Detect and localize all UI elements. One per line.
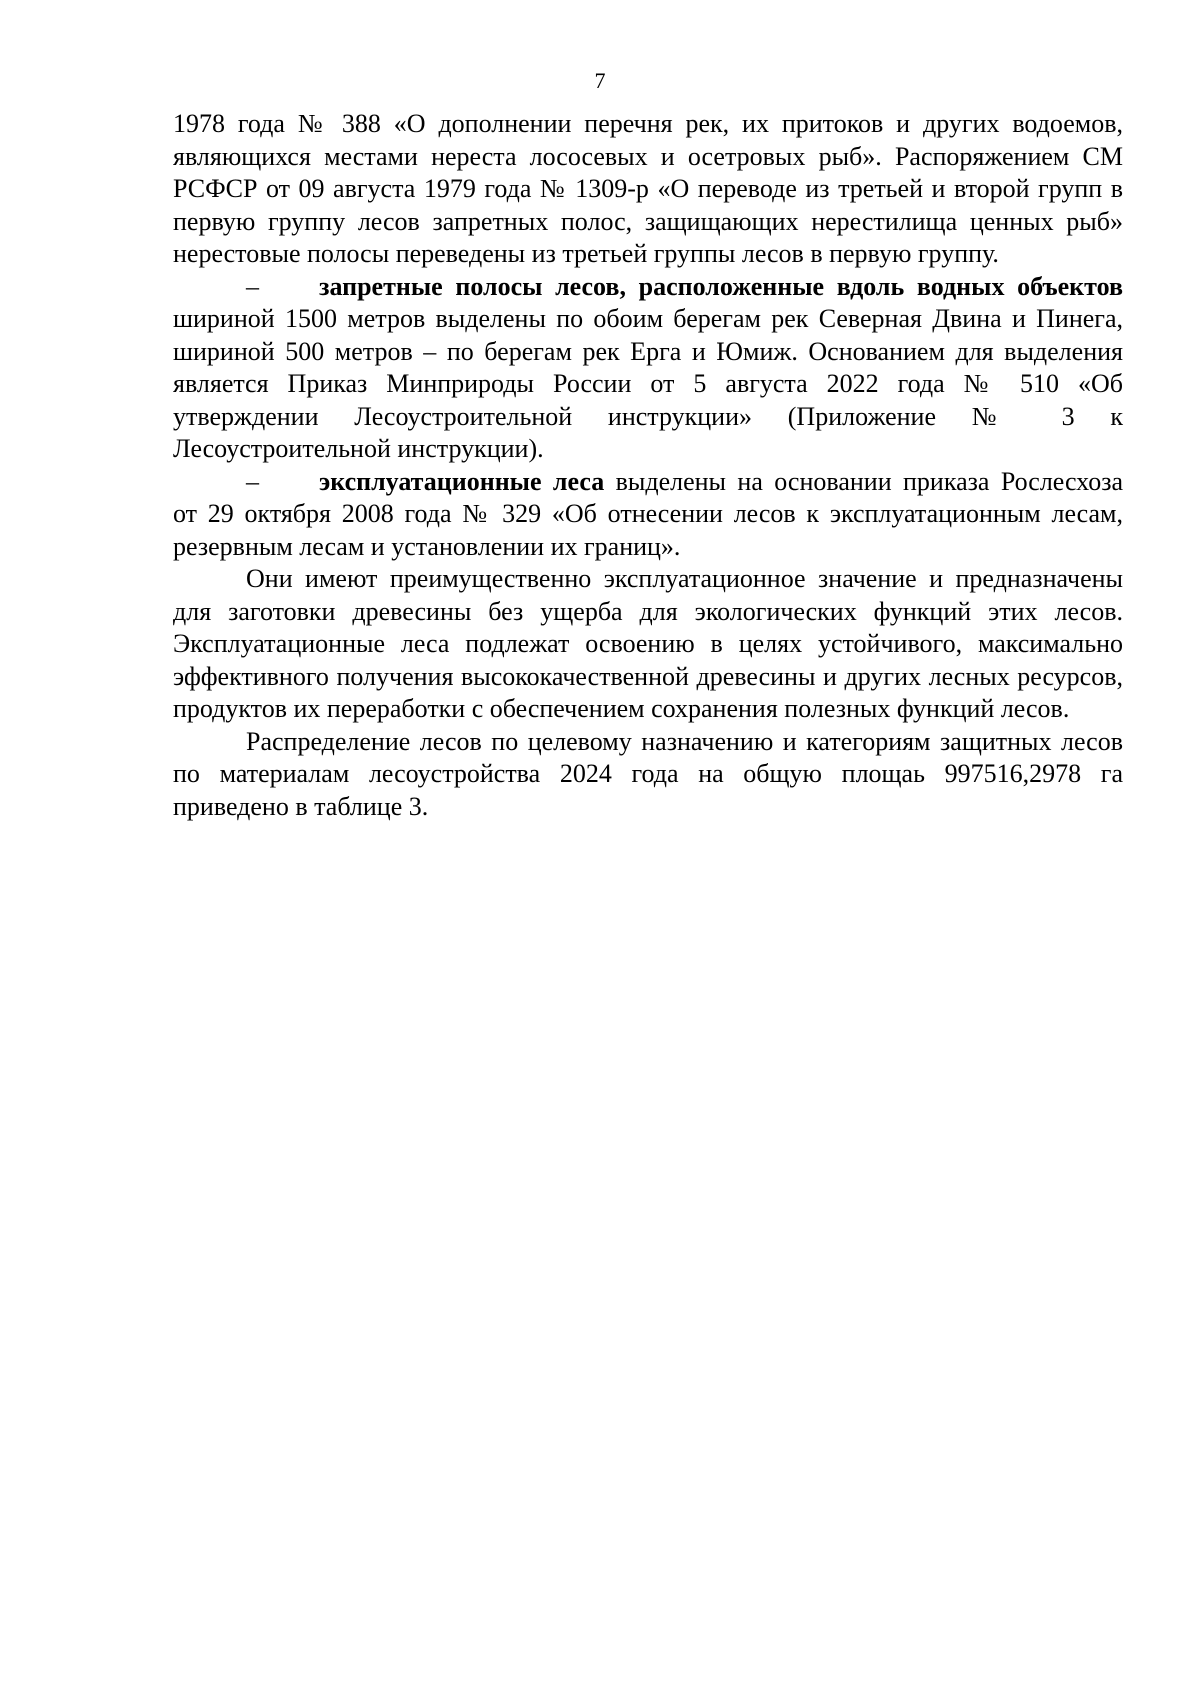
list-item-protective-strips [173,271,1123,466]
dash-marker: – [246,271,259,301]
paragraph-continuation: 1978 года № 388 «О дополнении перечня рек, их притоков и других водоемов, являющихся местами нереста лососевых и осетровых рыб». Распоряжением СМ РСФСР от 09 августа 1979 года № 1309-р «О переводе из третьей и второй групп в первую группу лесов запретных полос, защищающих нерестилища ценных рыб» нерестовые полосы переведены из третьей группы лесов в первую группу. [173,109,1123,268]
list-item-text: шириной 1500 метров выделены по обоим берегам рек Северная Двина и Пинега, шириной 500 метров – по берегам рек Ерга и Юмиж. Основанием для выделения является Приказ Минприроды России от 5 августа 2022 года № 510 «Об утверждении Лесоустроительной инструкции» (Приложение № 3 к Лесоустроительной инструкции). [173,304,1123,463]
paragraph-operational-purpose: Они имеют преимущественно эксплуатационное значение и предназначены для заготовки древесины без ущерба для экологических функций этих лесов. Эксплуатационные леса подлежат освоению в целях устойчивого, максимально эффективного получения высококачественной древесины и других лесных ресурсов, продуктов их переработки с обеспечением сохранения полезных функций лесов. [173,564,1123,723]
bold-term-protective-strips: запретные полосы лесов, расположенные вдоль водных объектов [319,271,1123,301]
document-body [173,108,1123,823]
page-number: 7 [594,68,606,93]
dash-marker: – [246,466,259,496]
paragraph-distribution: Распределение лесов по целевому назначению и категориям защитных лесов по материалам лесоустройства 2024 года на общую площаь 997516,2978 га приведено в таблице 3. [173,726,1123,821]
list-item-text: выделены на основании приказа Рослесхоза от 29 октября 2008 года № 329 «Об отнесении лесов к эксплуатационным лесам, резервным лесам и установлении их границ». [173,466,1124,561]
bold-term-operational-forests: эксплуатационные леса [319,466,605,496]
list-item-operational-forests [173,466,1123,564]
